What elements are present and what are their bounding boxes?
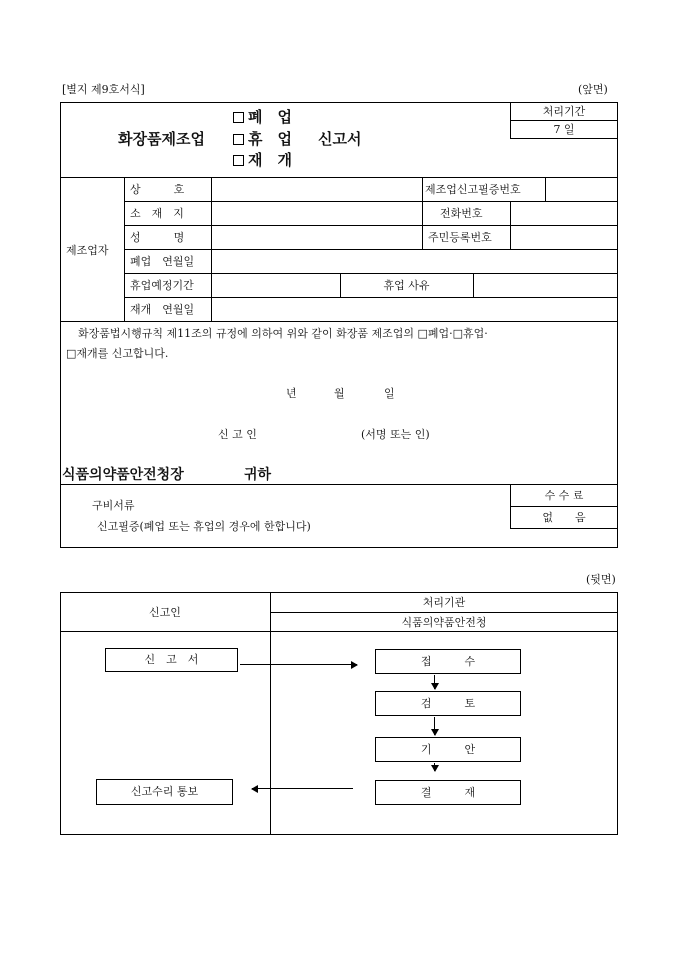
label-name: 성 명: [130, 231, 185, 244]
date-month: 월: [334, 387, 345, 400]
processing-label: 처리기간: [542, 105, 586, 118]
label-resident-number: 주민등록번호: [428, 231, 492, 244]
form-label: [별지 제9호서식]: [62, 83, 145, 96]
checkbox-suspension[interactable]: [233, 134, 244, 145]
declarant-sign: (서명 또는 인): [361, 428, 430, 441]
input-reg-number[interactable]: [546, 178, 618, 201]
input-reopen-date[interactable]: [212, 298, 618, 321]
flow-step-draft-label: 기 안: [420, 743, 476, 756]
flow-step-receive-label: 접 수: [420, 655, 476, 668]
addressee-org: 식품의약품안전청장: [62, 467, 184, 483]
processing-value: 7 일: [553, 123, 575, 136]
declaration-line2: □재개를 신고합니다.: [66, 347, 169, 360]
date-day: 일: [384, 387, 395, 400]
input-suspension-reason[interactable]: [474, 274, 618, 297]
fee-label: 수 수 료: [544, 489, 584, 502]
flow-submit-label: 신 고 서: [144, 653, 199, 666]
date-year: 년: [286, 387, 297, 400]
label-phone: 전화번호: [440, 207, 483, 220]
arrow-receive-to-review: [434, 675, 435, 689]
flow-step-approve-label: 결 재: [420, 786, 476, 799]
title-option-closure: 폐 업: [233, 110, 292, 125]
arrow-submit-to-receive: [240, 664, 357, 665]
section-label: 제조업자: [66, 244, 109, 257]
flow-agency-name: 식품의약품안전청: [401, 616, 487, 629]
label-reg-number: 제조업신고필증번호: [425, 183, 521, 196]
declaration-line1: 화장품법시행규칙 제11조의 규정에 의하여 위와 같이 화장품 제조업의 □폐업·□휴업·: [78, 327, 488, 340]
fee-value: 없 음: [542, 511, 586, 524]
flow-step-review-label: 검 토: [420, 697, 476, 710]
title-suffix: 신고서: [318, 130, 362, 148]
input-name[interactable]: [212, 226, 422, 249]
input-location[interactable]: [212, 202, 422, 225]
arrow-approve-to-notify: [252, 788, 353, 789]
checkbox-reopen[interactable]: [233, 155, 244, 166]
flow-declarant-header: 신고인: [149, 606, 181, 619]
title-prefix: 화장품제조업: [118, 130, 205, 148]
addressee-suffix: 귀하: [244, 467, 272, 483]
back-label: (뒷면): [586, 573, 616, 586]
arrow-draft-to-approve: [434, 763, 435, 771]
documents-label: 구비서류: [92, 499, 135, 512]
input-resident-number[interactable]: [511, 226, 618, 249]
arrow-review-to-draft: [434, 717, 435, 735]
label-reopen-date: 재개 연월일: [130, 303, 195, 316]
input-phone[interactable]: [511, 202, 618, 225]
input-closure-date[interactable]: [212, 250, 618, 273]
input-suspension-period[interactable]: [212, 274, 340, 297]
declarant-label: 신 고 인: [218, 428, 257, 441]
label-closure-date: 폐업 연월일: [130, 255, 195, 268]
documents-item: 신고필증(폐업 또는 휴업의 경우에 한합니다): [97, 520, 311, 533]
label-trade-name: 상 호: [130, 183, 185, 196]
input-trade-name[interactable]: [212, 178, 422, 201]
flow-agency-header: 처리기관: [422, 596, 466, 609]
label-suspension-reason: 휴업 사유: [383, 279, 430, 292]
front-label: (앞면): [578, 83, 608, 96]
checkbox-closure[interactable]: [233, 112, 244, 123]
title-option-suspension: 휴 업: [233, 132, 292, 147]
title-option-reopen: 재 개: [233, 153, 292, 168]
label-location: 소 재 지: [130, 207, 184, 220]
flow-notify-label: 신고수리 통보: [130, 785, 199, 798]
label-suspension-period: 휴업예정기간: [130, 279, 194, 292]
